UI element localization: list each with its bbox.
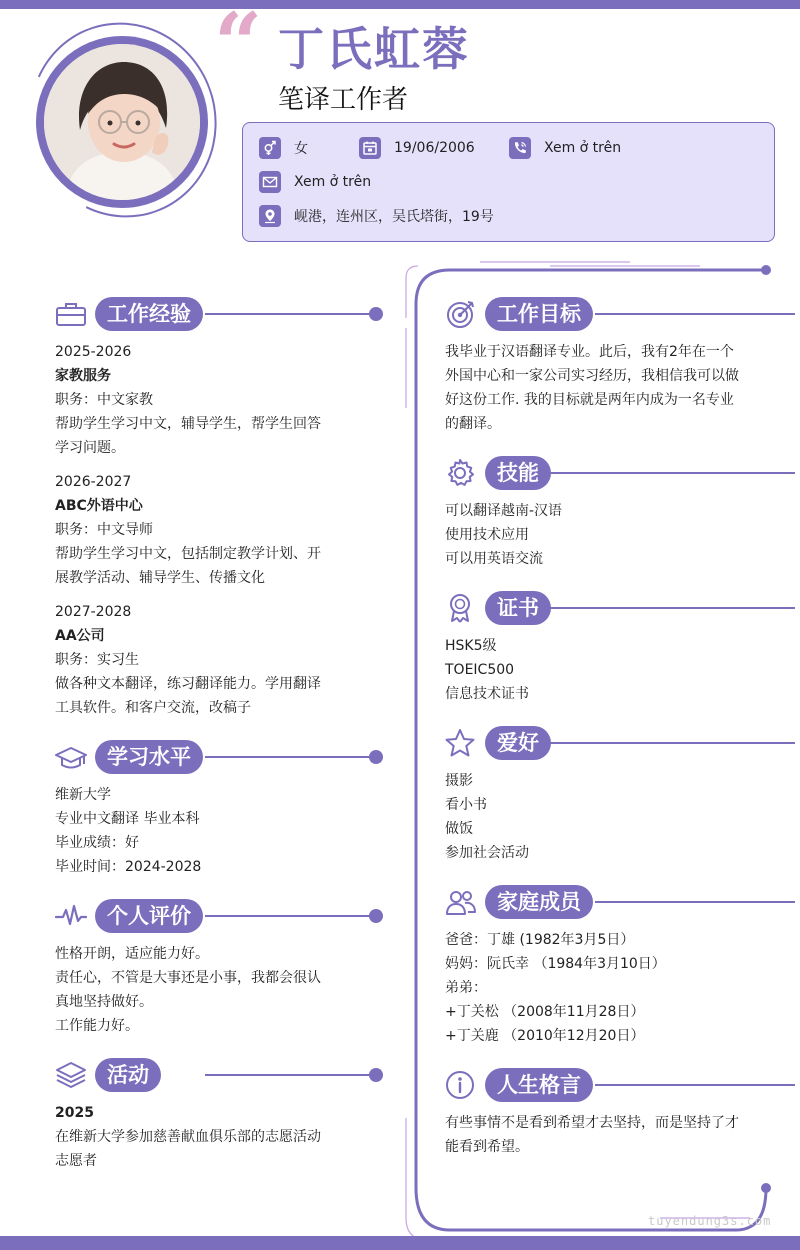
avatar-frame bbox=[36, 36, 208, 208]
family-line: +丁关鹿 （2010年12月20日） bbox=[445, 1028, 645, 1044]
section-title: 家庭成员 bbox=[485, 885, 593, 919]
section-title: 个人评价 bbox=[95, 899, 203, 933]
job-title: 笔译工作者 bbox=[278, 85, 409, 115]
hobby-line: 摄影 bbox=[445, 773, 473, 789]
family-line: 妈妈：阮氏幸 （1984年3月10日） bbox=[445, 956, 666, 972]
certificate-line: 信息技术证书 bbox=[445, 686, 529, 702]
hobby-line: 看小书 bbox=[445, 797, 487, 813]
activity-line: 在维新大学参加慈善献血俱乐部的志愿活动 bbox=[55, 1129, 321, 1145]
work-period: 2025-2026 bbox=[55, 344, 132, 360]
section-divider bbox=[205, 1074, 375, 1076]
objective-line: 我毕业于汉语翻译专业。此后，我有2年在一个 bbox=[445, 344, 734, 360]
info-address bbox=[259, 205, 494, 227]
gender-value: 女 bbox=[294, 141, 308, 157]
section-title: 技能 bbox=[485, 456, 551, 490]
family-line: +丁关松 （2008年11月28日） bbox=[445, 1004, 645, 1020]
section-objective bbox=[445, 297, 795, 436]
family-line: 弟弟： bbox=[445, 980, 487, 996]
evaluation-line: 责任心，不管是大事还是小事，我都会很认 bbox=[55, 970, 321, 986]
briefcase-icon bbox=[55, 299, 87, 329]
section-dot bbox=[369, 909, 383, 923]
section-divider bbox=[595, 901, 795, 903]
section-divider bbox=[549, 472, 795, 474]
info-email bbox=[259, 171, 371, 193]
section-skills bbox=[445, 456, 795, 571]
section-divider bbox=[549, 742, 795, 744]
certificate-line: TOEIC500 bbox=[445, 662, 515, 678]
work-role: 职务：中文家教 bbox=[55, 392, 153, 408]
work-period: 2026-2027 bbox=[55, 474, 132, 490]
education-line: 维新大学 bbox=[55, 787, 111, 803]
phone-value: Xem ở trên bbox=[544, 140, 622, 156]
section-certificates bbox=[445, 591, 795, 706]
education-line: 毕业时间：2024-2028 bbox=[55, 859, 202, 875]
birthdate-value: 19/06/2006 bbox=[394, 140, 475, 156]
watermark: tuyendung3s.com bbox=[648, 1214, 772, 1228]
objective-line: 好这份工作. 我的目标就是两年内成为一名专业 bbox=[445, 392, 734, 408]
activity-line: 志愿者 bbox=[55, 1153, 97, 1169]
work-desc: 帮助学生学习中文，包括制定教学计划、开 bbox=[55, 546, 321, 562]
section-activities bbox=[55, 1058, 385, 1173]
hobby-line: 做饭 bbox=[445, 821, 473, 837]
section-hobbies bbox=[445, 726, 795, 865]
users-icon bbox=[445, 887, 477, 917]
section-title: 人生格言 bbox=[485, 1068, 593, 1102]
section-divider bbox=[205, 915, 375, 917]
section-divider bbox=[595, 1084, 795, 1086]
info-icon bbox=[445, 1070, 477, 1100]
gender-icon bbox=[259, 137, 281, 159]
section-dot bbox=[369, 1068, 383, 1082]
map-pin-icon bbox=[259, 205, 281, 227]
avatar bbox=[44, 44, 200, 200]
evaluation-line: 真地坚持做好。 bbox=[55, 994, 153, 1010]
layers-icon bbox=[55, 1060, 87, 1090]
target-icon bbox=[445, 299, 477, 329]
candidate-name: 丁氏虹蓉 bbox=[278, 22, 470, 76]
top-accent-bar bbox=[0, 0, 800, 9]
mail-icon bbox=[259, 171, 281, 193]
skill-line: 可以翻译越南-汉语 bbox=[445, 503, 563, 519]
section-divider bbox=[595, 313, 795, 315]
quote-mark-decor: “ bbox=[214, 0, 263, 93]
phone-icon bbox=[509, 137, 531, 159]
section-self-evaluation bbox=[55, 899, 385, 1038]
section-title: 证书 bbox=[485, 591, 551, 625]
bottom-accent-bar bbox=[0, 1236, 800, 1250]
skill-line: 可以用英语交流 bbox=[445, 551, 543, 567]
section-dot bbox=[369, 750, 383, 764]
info-gender bbox=[259, 137, 308, 159]
section-education bbox=[55, 740, 385, 879]
objective-line: 的翻译。 bbox=[445, 416, 501, 432]
work-role: 职务：实习生 bbox=[55, 652, 139, 668]
work-org: ABC外语中心 bbox=[55, 498, 143, 514]
section-divider bbox=[205, 756, 375, 758]
section-motto bbox=[445, 1068, 795, 1159]
work-period: 2027-2028 bbox=[55, 604, 132, 620]
graduation-cap-icon bbox=[55, 742, 87, 772]
motto-line: 有些事情不是看到希望才去坚持，而是坚持了才 bbox=[445, 1115, 739, 1131]
work-desc: 帮助学生学习中文，辅导学生，帮学生回答 bbox=[55, 416, 321, 432]
section-family bbox=[445, 885, 795, 1048]
objective-line: 外国中心和一家公司实习经历，我相信我可以做 bbox=[445, 368, 739, 384]
section-title: 爱好 bbox=[485, 726, 551, 760]
calendar-icon bbox=[359, 137, 381, 159]
work-desc: 展教学活动、辅导学生、传播文化 bbox=[55, 570, 265, 586]
pulse-icon bbox=[55, 901, 87, 931]
work-desc: 工具软件。和客户交流，改稿子 bbox=[55, 700, 251, 716]
info-phone bbox=[509, 137, 621, 159]
education-line: 专业中文翻译 毕业本科 bbox=[55, 811, 200, 827]
section-work-experience bbox=[55, 297, 385, 720]
evaluation-line: 性格开朗，适应能力好。 bbox=[55, 946, 209, 962]
education-line: 毕业成绩：好 bbox=[55, 835, 139, 851]
award-badge-icon bbox=[445, 593, 477, 623]
section-title: 工作经验 bbox=[95, 297, 203, 331]
family-line: 爸爸：丁雄 (1982年3月5日） bbox=[445, 932, 635, 948]
work-desc: 做各种文本翻译，练习翻译能力。学用翻译 bbox=[55, 676, 321, 692]
section-title: 学习水平 bbox=[95, 740, 203, 774]
section-title: 活动 bbox=[95, 1058, 161, 1092]
gear-icon bbox=[445, 458, 477, 488]
section-divider bbox=[549, 607, 795, 609]
work-org: 家教服务 bbox=[55, 368, 111, 384]
address-value: 岘港，连州区，吴氏塔街，19号 bbox=[294, 209, 494, 225]
certificate-line: HSK5级 bbox=[445, 638, 497, 654]
star-icon bbox=[445, 728, 477, 758]
evaluation-line: 工作能力好。 bbox=[55, 1018, 139, 1034]
skill-line: 使用技术应用 bbox=[445, 527, 529, 543]
work-desc: 学习问题。 bbox=[55, 440, 125, 456]
section-divider bbox=[205, 313, 375, 315]
section-dot bbox=[369, 307, 383, 321]
info-birthdate bbox=[359, 137, 475, 159]
motto-line: 能看到希望。 bbox=[445, 1139, 529, 1155]
hobby-line: 参加社会活动 bbox=[445, 845, 529, 861]
email-value: Xem ở trên bbox=[294, 174, 372, 190]
contact-info-box bbox=[242, 122, 775, 242]
activity-year: 2025 bbox=[55, 1105, 94, 1121]
work-role: 职务：中文导师 bbox=[55, 522, 153, 538]
work-org: AA公司 bbox=[55, 628, 105, 644]
section-title: 工作目标 bbox=[485, 297, 593, 331]
